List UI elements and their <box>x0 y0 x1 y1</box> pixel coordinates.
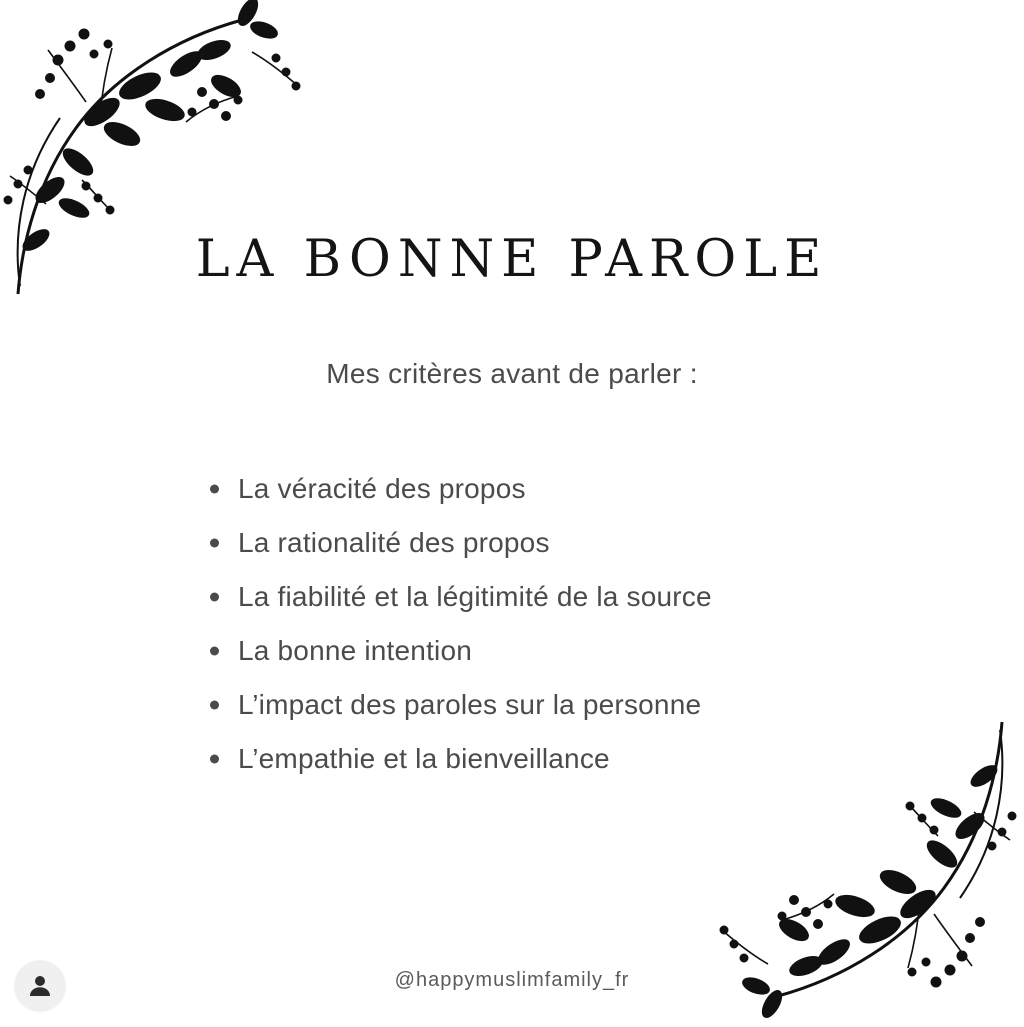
bullet-icon <box>210 539 219 548</box>
list-item <box>206 516 906 570</box>
subtitle: Mes critères avant de parler : <box>326 358 698 389</box>
list-item <box>206 624 906 678</box>
user-avatar-icon <box>25 971 55 1001</box>
bullet-icon <box>210 755 219 764</box>
list-item <box>206 462 906 516</box>
list-item <box>206 678 906 732</box>
bullet-icon <box>210 647 219 656</box>
list-item-label: La bonne intention <box>238 635 473 666</box>
avatar[interactable] <box>14 960 66 1012</box>
list-item <box>206 570 906 624</box>
list-item-label: La véracité des propos <box>238 473 526 504</box>
list-item <box>206 732 906 786</box>
list-item-label: La fiabilité et la légitimité de la source <box>238 581 712 612</box>
bullet-icon <box>210 701 219 710</box>
bullet-icon <box>210 593 219 602</box>
account-handle[interactable]: @happymuslimfamily_fr <box>394 969 630 991</box>
bullet-icon <box>210 485 219 494</box>
list-item-label: La rationalité des propos <box>238 527 550 558</box>
list-item-label: L’empathie et la bienveillance <box>238 743 610 774</box>
criteria-list <box>206 462 906 786</box>
list-item-label: L’impact des paroles sur la personne <box>238 689 702 720</box>
page-title: LA BONNE PAROLE <box>195 230 829 290</box>
